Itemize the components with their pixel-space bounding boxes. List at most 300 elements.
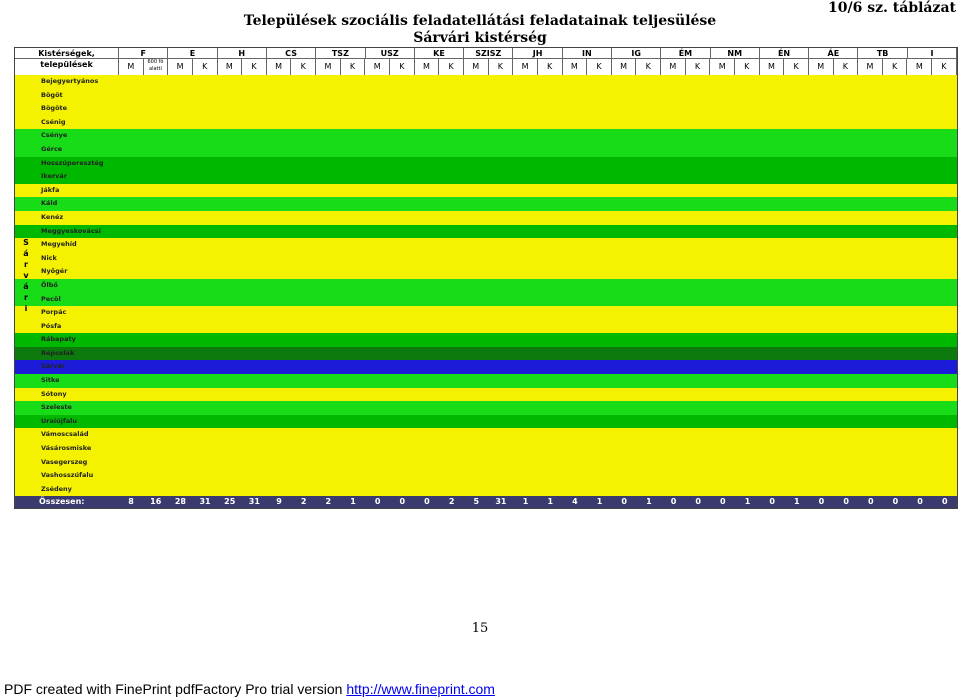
table-cell [932, 401, 957, 415]
table-cell [168, 170, 193, 184]
sub-header: K [242, 59, 267, 75]
table-cell [760, 184, 785, 198]
table-cell [217, 483, 242, 497]
table-cell [513, 360, 538, 374]
table-cell [809, 306, 834, 320]
table-cell [489, 388, 514, 402]
table-cell [217, 89, 242, 103]
table-cell [686, 293, 711, 307]
table-cell [661, 415, 686, 429]
table-cell [834, 225, 859, 239]
table-cell [193, 456, 218, 470]
table-cell [538, 89, 563, 103]
total-value: 1 [794, 497, 800, 507]
table-cell [908, 320, 933, 334]
table-cell [587, 279, 612, 293]
table-cell [143, 265, 168, 279]
table-cell [735, 401, 760, 415]
table-cell [217, 374, 242, 388]
table-cell [316, 279, 341, 293]
table-cell [760, 197, 785, 211]
table-cell [513, 415, 538, 429]
table-cell [464, 211, 489, 225]
table-cell [637, 157, 662, 171]
table-cell [390, 197, 415, 211]
table-cell [242, 388, 267, 402]
table-cell [267, 102, 292, 116]
corner-label: Kistérségek, települések [15, 48, 119, 59]
table-cell [637, 333, 662, 347]
table-row [15, 252, 957, 266]
table-cell [809, 320, 834, 334]
table-cell [809, 238, 834, 252]
table-cell [341, 401, 366, 415]
table-cell [711, 102, 736, 116]
table-cell [291, 388, 316, 402]
table-cell [316, 170, 341, 184]
table-cell [242, 293, 267, 307]
table-cell [217, 428, 242, 442]
table-cell [661, 197, 686, 211]
table-cell [291, 197, 316, 211]
table-cell [143, 483, 168, 497]
table-cell [834, 401, 859, 415]
table-cell [193, 333, 218, 347]
sub-header: M [218, 59, 243, 75]
table-row [15, 157, 957, 171]
table-cell [883, 374, 908, 388]
table-cell [637, 102, 662, 116]
table-cell [587, 456, 612, 470]
table-cell [883, 456, 908, 470]
table-cell [341, 347, 366, 361]
table-cell [711, 469, 736, 483]
table-cell [908, 428, 933, 442]
table-cell [489, 116, 514, 130]
table-cell [883, 157, 908, 171]
table-cell [464, 252, 489, 266]
table-cell [932, 442, 957, 456]
table-cell [365, 265, 390, 279]
table-cell [489, 401, 514, 415]
table-cell [785, 143, 810, 157]
table-cell [859, 238, 884, 252]
table-cell [587, 401, 612, 415]
table-cell [513, 184, 538, 198]
table-cell [242, 483, 267, 497]
table-cell [341, 333, 366, 347]
table-cell [661, 184, 686, 198]
table-cell [932, 360, 957, 374]
table-cell [415, 428, 440, 442]
table-cell [489, 170, 514, 184]
table-cell [365, 238, 390, 252]
table-subtitle: Sárvári kistérség [413, 30, 547, 46]
table-cell [859, 279, 884, 293]
table-cell [785, 197, 810, 211]
table-cell [538, 157, 563, 171]
table-cell [735, 184, 760, 198]
table-cell [267, 374, 292, 388]
table-cell [883, 415, 908, 429]
table-cell [883, 170, 908, 184]
table-cell [119, 143, 144, 157]
table-cell [612, 347, 637, 361]
table-cell [415, 483, 440, 497]
table-cell [834, 347, 859, 361]
table-cell [563, 75, 588, 89]
table-cell [637, 116, 662, 130]
table-cell [242, 252, 267, 266]
table-cell [686, 483, 711, 497]
table-cell [439, 102, 464, 116]
table-cell [711, 157, 736, 171]
table-cell [168, 211, 193, 225]
table-cell [365, 197, 390, 211]
table-cell [513, 456, 538, 470]
table-cell [538, 320, 563, 334]
table-cell [365, 483, 390, 497]
table-cell [464, 469, 489, 483]
total-value: 2 [325, 497, 332, 507]
table-cell [513, 306, 538, 320]
table-cell [143, 320, 168, 334]
table-cell [637, 401, 662, 415]
table-cell [760, 320, 785, 334]
sub-header: M [415, 59, 440, 75]
table-cell [563, 143, 588, 157]
table-cell [735, 469, 760, 483]
table-cell [489, 89, 514, 103]
table-cell [365, 333, 390, 347]
table-cell [785, 157, 810, 171]
table-cell [193, 252, 218, 266]
table-cell [143, 306, 168, 320]
table-cell [686, 320, 711, 334]
table-cell [883, 75, 908, 89]
table-cell [859, 184, 884, 198]
table-cell [637, 265, 662, 279]
table-cell [217, 401, 242, 415]
table-cell [760, 279, 785, 293]
table-cell [415, 374, 440, 388]
table-cell [859, 388, 884, 402]
table-cell [686, 306, 711, 320]
table-cell [365, 428, 390, 442]
table-cell [291, 347, 316, 361]
group-header: ÉN [760, 48, 809, 59]
table-cell [760, 456, 785, 470]
table-cell [291, 184, 316, 198]
table-cell [612, 170, 637, 184]
table-cell [883, 320, 908, 334]
table-cell [143, 279, 168, 293]
table-cell [143, 469, 168, 483]
table-cell [415, 265, 440, 279]
sub-header: K [636, 59, 661, 75]
table-cell [859, 89, 884, 103]
table-cell [785, 293, 810, 307]
settlement-name: Ölbő [41, 280, 58, 289]
table-row [15, 415, 957, 429]
sub-header: M [168, 59, 193, 75]
table-cell [809, 197, 834, 211]
table-cell [883, 89, 908, 103]
table-cell [291, 483, 316, 497]
table-cell [538, 401, 563, 415]
settlement-name: Kenéz [41, 212, 64, 221]
table-cell [587, 129, 612, 143]
table-row [15, 211, 957, 225]
table-cell [908, 102, 933, 116]
side-letter: á [23, 249, 29, 258]
table-cell [316, 184, 341, 198]
table-cell [242, 225, 267, 239]
table-cell [316, 401, 341, 415]
table-cell [834, 89, 859, 103]
table-cell [168, 320, 193, 334]
table-cell [193, 238, 218, 252]
table-cell [686, 442, 711, 456]
table-row [15, 102, 957, 116]
table-cell [168, 442, 193, 456]
table-cell [242, 75, 267, 89]
table-cell [193, 170, 218, 184]
total-value: 0 [621, 497, 627, 507]
table-cell [464, 401, 489, 415]
table-cell [785, 184, 810, 198]
table-cell [168, 279, 193, 293]
table-cell [415, 238, 440, 252]
table-cell [834, 238, 859, 252]
table-cell [489, 293, 514, 307]
group-header: H [218, 48, 267, 59]
table-cell [563, 388, 588, 402]
table-cell [760, 129, 785, 143]
table-cell [563, 129, 588, 143]
table-cell [711, 428, 736, 442]
table-cell [612, 102, 637, 116]
total-value: 0 [843, 497, 849, 507]
table-cell [834, 306, 859, 320]
table-cell [883, 483, 908, 497]
table-cell [168, 388, 193, 402]
settlement-name: Vasegerszeg [41, 457, 88, 466]
sub-header: M [513, 59, 538, 75]
table-cell [242, 415, 267, 429]
table-cell [587, 306, 612, 320]
table-cell [415, 360, 440, 374]
footer-link[interactable]: http://www.fineprint.com [346, 681, 495, 697]
table-row [15, 197, 957, 211]
table-cell [242, 89, 267, 103]
sub-header: M [267, 59, 292, 75]
table-cell [267, 428, 292, 442]
table-cell [883, 211, 908, 225]
table-cell [859, 401, 884, 415]
table-cell [809, 116, 834, 130]
table-cell [193, 116, 218, 130]
table-cell [439, 360, 464, 374]
table-cell [686, 279, 711, 293]
table-cell [834, 320, 859, 334]
table-cell [143, 360, 168, 374]
table-cell [538, 102, 563, 116]
table-cell [932, 75, 957, 89]
table-cell [439, 401, 464, 415]
table-cell [932, 374, 957, 388]
table-cell [439, 197, 464, 211]
table-cell [587, 374, 612, 388]
table-cell [242, 279, 267, 293]
table-cell [464, 225, 489, 239]
table-cell [439, 333, 464, 347]
table-cell [390, 415, 415, 429]
table-cell [686, 75, 711, 89]
table-cell [932, 388, 957, 402]
table-cell [242, 456, 267, 470]
table-cell [711, 184, 736, 198]
table-cell [932, 211, 957, 225]
table-cell [711, 293, 736, 307]
table-cell [365, 388, 390, 402]
table-cell [711, 415, 736, 429]
table-cell [785, 388, 810, 402]
table-cell [809, 415, 834, 429]
page-number: 15 [471, 621, 489, 636]
table-cell [686, 197, 711, 211]
table-cell [563, 89, 588, 103]
table-cell [932, 197, 957, 211]
table-cell [834, 333, 859, 347]
table-cell [834, 483, 859, 497]
table-cell [217, 360, 242, 374]
table-row [15, 279, 957, 293]
table-cell [267, 184, 292, 198]
table-cell [711, 170, 736, 184]
table-cell [464, 442, 489, 456]
table-cell [390, 360, 415, 374]
table-cell [612, 428, 637, 442]
total-value: 0 [695, 497, 701, 507]
table-cell [415, 143, 440, 157]
table-cell [711, 333, 736, 347]
table-cell [513, 265, 538, 279]
table-cell [464, 170, 489, 184]
table-cell [932, 469, 957, 483]
table-cell [661, 428, 686, 442]
table-cell [439, 75, 464, 89]
table-cell [834, 184, 859, 198]
table-cell [760, 238, 785, 252]
table-cell [341, 388, 366, 402]
table-cell [193, 428, 218, 442]
table-cell [267, 483, 292, 497]
table-cell [686, 143, 711, 157]
table-cell [439, 116, 464, 130]
table-cell [513, 102, 538, 116]
table-cell [760, 333, 785, 347]
table-cell [390, 293, 415, 307]
table-cell [267, 293, 292, 307]
table-cell [316, 197, 341, 211]
table-cell [612, 469, 637, 483]
table-cell [242, 320, 267, 334]
table-cell [932, 333, 957, 347]
table-cell [242, 170, 267, 184]
table-cell [735, 252, 760, 266]
table-row [15, 428, 957, 442]
table-cell [612, 265, 637, 279]
table-cell [587, 333, 612, 347]
table-cell [267, 116, 292, 130]
table-cell [859, 306, 884, 320]
table-cell [711, 374, 736, 388]
table-cell [489, 129, 514, 143]
total-value: 0 [769, 497, 775, 507]
settlement-name: Répcelak [41, 348, 75, 357]
table-cell [365, 360, 390, 374]
table-cell [587, 415, 612, 429]
table-cell [932, 293, 957, 307]
table-cell [932, 170, 957, 184]
table-cell [291, 374, 316, 388]
table-cell [316, 157, 341, 171]
table-cell [932, 225, 957, 239]
table-cell [291, 238, 316, 252]
table-cell [291, 360, 316, 374]
table-cell [193, 157, 218, 171]
table-cell [686, 129, 711, 143]
table-cell [932, 143, 957, 157]
table-cell [168, 157, 193, 171]
sub-header: K [489, 59, 514, 75]
table-cell [513, 401, 538, 415]
table-cell [193, 442, 218, 456]
table-cell [415, 293, 440, 307]
table-cell [883, 360, 908, 374]
table-cell [464, 265, 489, 279]
table-cell [809, 265, 834, 279]
table-cell [686, 102, 711, 116]
table-cell [538, 388, 563, 402]
table-cell [932, 184, 957, 198]
table-cell [390, 456, 415, 470]
table-cell [415, 347, 440, 361]
table-cell [883, 143, 908, 157]
table-cell [119, 347, 144, 361]
table-cell [489, 320, 514, 334]
table-cell [242, 442, 267, 456]
total-value: 0 [892, 497, 899, 507]
table-cell [834, 279, 859, 293]
table-cell [587, 116, 612, 130]
table-cell [119, 116, 144, 130]
table-cell [464, 116, 489, 130]
table-cell [809, 252, 834, 266]
table-cell [513, 170, 538, 184]
table-cell [809, 347, 834, 361]
table-cell [563, 238, 588, 252]
table-cell [143, 102, 168, 116]
table-cell [612, 157, 637, 171]
sub-header: M [464, 59, 489, 75]
table-cell [341, 89, 366, 103]
table-cell [341, 442, 366, 456]
total-value: 0 [917, 497, 923, 507]
table-cell [242, 428, 267, 442]
table-cell [365, 469, 390, 483]
